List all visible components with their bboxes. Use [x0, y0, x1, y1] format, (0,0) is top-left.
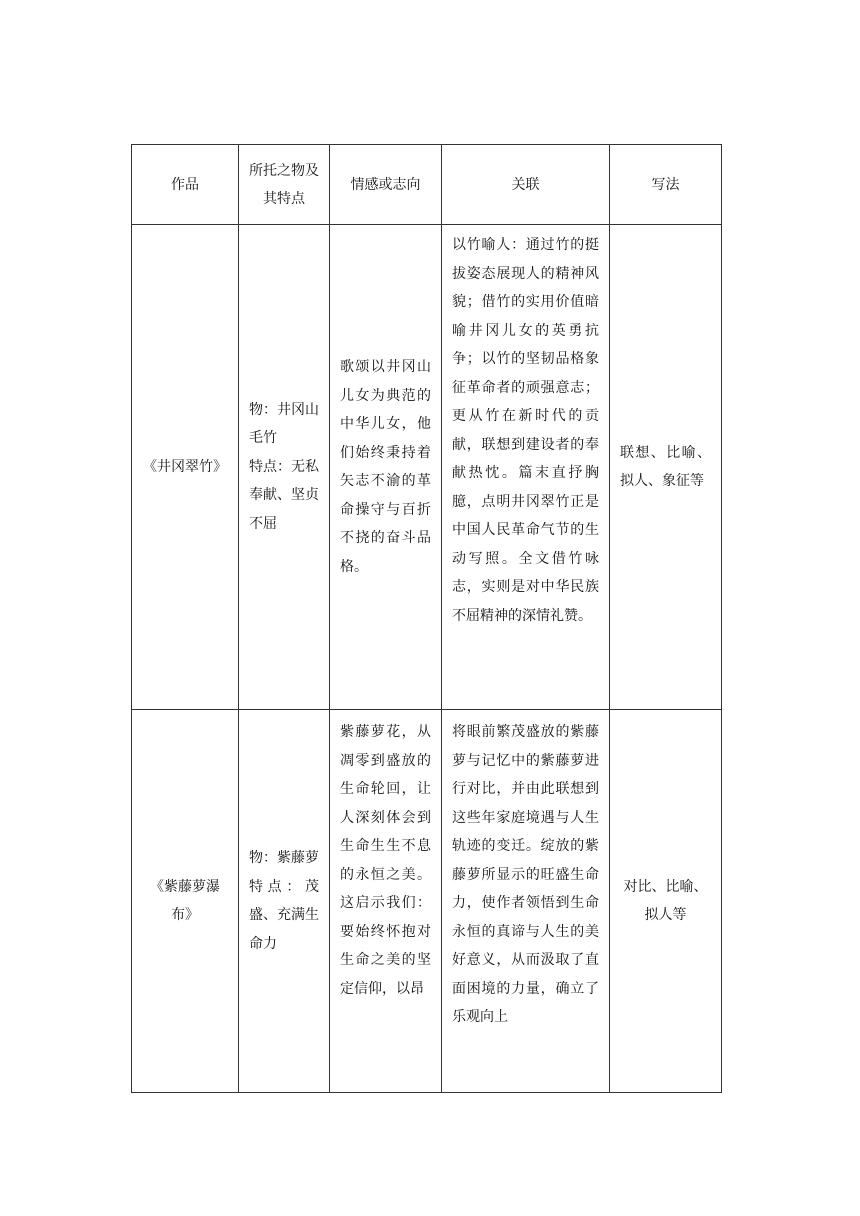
- object-text: 物：井冈山毛竹: [249, 401, 319, 447]
- relation-cell: 将眼前繁茂盛放的紫藤萝与记忆中的紫藤萝进行对比，并由此联想到这些年家庭境遇与人生轨迹的变迁。绽放的紫藤萝所显示的旺盛生命力，使作者领悟到生命永恒的真谛与人生的美好意义，从而汲取了直面困境的力量，确立了乐观向上: [442, 710, 610, 1093]
- object-text: 物：紫藤萝: [249, 850, 319, 866]
- method-cell: 对比、比喻、拟人等: [610, 710, 722, 1093]
- emotion-cell: 紫藤萝花，从凋零到盛放的生命轮回，让人深刻体会到生命生生不息的永恒之美。这启示我们：要始终怀抱对生命之美的坚定信仰，以昂: [330, 710, 442, 1093]
- table-header-row: [132, 145, 722, 225]
- traits-text: 特点：茂盛、充满生命力: [249, 878, 319, 952]
- traits-text: 特点：无私奉献、坚贞不屈: [249, 458, 319, 532]
- work-title: 《井冈翠竹》: [132, 225, 239, 710]
- header-method: 写法: [610, 145, 722, 225]
- object-cell: [239, 225, 330, 710]
- header-relation: 关联: [442, 145, 610, 225]
- header-object: 所托之物及其特点: [239, 145, 330, 225]
- header-emotion: 情感或志向: [330, 145, 442, 225]
- work-title: 《紫藤萝瀑布》: [132, 710, 239, 1093]
- table-row: [132, 710, 722, 1093]
- relation-cell: 以竹喻人：通过竹的挺拔姿态展现人的精神风貌；借竹的实用价值暗喻井冈儿女的英勇抗争；以竹的坚韧品格象征革命者的顽强意志；更从竹在新时代的贡献，联想到建设者的奉献热忱。篇末直抒胸臆，点明井冈翠竹正是中国人民革命气节的生动写照。全文借竹咏志，实则是对中华民族不屈精神的深情礼赞。: [442, 225, 610, 710]
- method-cell: 联想、比喻、拟人、象征等: [610, 225, 722, 710]
- content-table: [131, 144, 722, 1093]
- header-work: 作品: [132, 145, 239, 225]
- emotion-cell: 歌颂以井冈山儿女为典范的中华儿女，他们始终秉持着矢志不渝的革命操守与百折不挠的奋斗品格。: [330, 225, 442, 710]
- table-row: [132, 225, 722, 710]
- object-cell: [239, 710, 330, 1093]
